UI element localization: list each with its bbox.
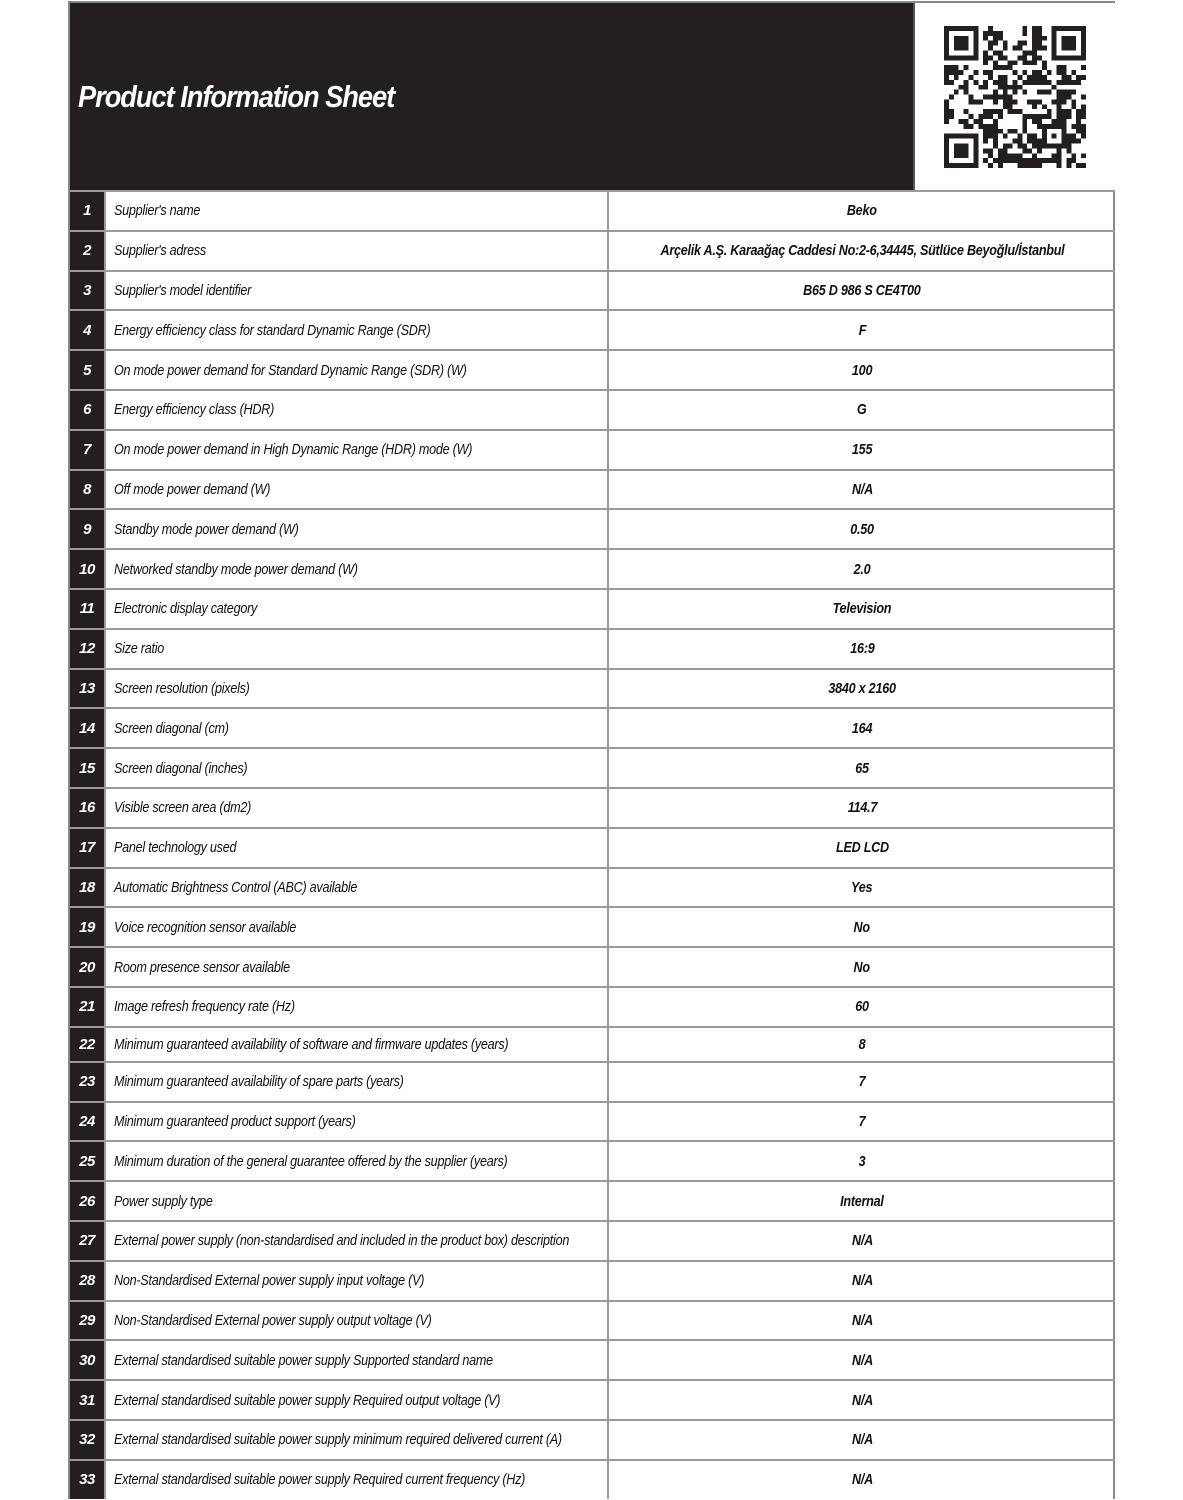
row-number: 33	[70, 1461, 104, 1499]
row-number: 10	[70, 550, 104, 588]
row-value-text: 155	[851, 441, 873, 459]
row-label-text: Size ratio	[114, 640, 165, 658]
row-value-text: N/A	[851, 1232, 873, 1250]
row-value	[609, 670, 1115, 708]
row-label	[104, 1028, 609, 1061]
table-row	[70, 548, 1115, 588]
row-value-text: 2.0	[853, 560, 871, 578]
row-label-text: External standardised suitable power supply Supported standard name	[114, 1351, 493, 1369]
table-row	[70, 1379, 1115, 1419]
spec-table	[70, 190, 1115, 1499]
row-number: 12	[70, 630, 104, 668]
row-label	[104, 351, 609, 389]
row-value-text: N/A	[851, 1471, 873, 1489]
row-value-text: G	[857, 401, 867, 419]
table-row	[70, 1260, 1115, 1300]
row-label	[104, 1182, 609, 1220]
row-value	[609, 988, 1115, 1026]
table-row	[70, 827, 1115, 867]
row-value-text: 7	[858, 1112, 866, 1130]
table-row	[70, 628, 1115, 668]
row-value-text: 65	[855, 759, 869, 777]
row-label-text: Minimum guaranteed availability of spare parts (years)	[114, 1073, 404, 1091]
row-label-text: Electronic display category	[114, 600, 258, 618]
row-label-text: External standardised suitable power supply minimum required delivered current (A)	[114, 1431, 562, 1449]
row-value	[609, 1341, 1115, 1379]
row-label	[104, 1381, 609, 1419]
table-row	[70, 588, 1115, 628]
row-label-text: Power supply type	[114, 1192, 213, 1210]
row-label-text: Supplier's adress	[114, 242, 206, 260]
row-value	[609, 829, 1115, 867]
table-row	[70, 1061, 1115, 1101]
row-number: 31	[70, 1381, 104, 1419]
table-row	[70, 190, 1115, 230]
row-number: 21	[70, 988, 104, 1026]
table-row	[70, 946, 1115, 986]
row-value-text: 3840 x 2160	[828, 679, 896, 697]
row-label-text: Minimum guaranteed product support (years)	[114, 1112, 356, 1130]
row-number: 7	[70, 431, 104, 469]
row-value	[609, 789, 1115, 827]
row-label	[104, 1262, 609, 1300]
row-label-text: External standardised suitable power supply Required current frequency (Hz)	[114, 1471, 526, 1489]
row-number: 27	[70, 1222, 104, 1260]
row-number: 3	[70, 272, 104, 310]
row-number: 11	[70, 590, 104, 628]
row-value	[609, 391, 1115, 429]
row-value-text: LED LCD	[835, 839, 889, 857]
row-number: 17	[70, 829, 104, 867]
row-label-text: Energy efficiency class (HDR)	[114, 401, 275, 419]
row-label	[104, 789, 609, 827]
row-value-text: Yes	[851, 878, 873, 896]
row-label	[104, 1341, 609, 1379]
row-value	[609, 311, 1115, 349]
row-value-text: No	[853, 918, 871, 936]
table-row	[70, 429, 1115, 469]
row-value	[609, 1182, 1115, 1220]
row-value	[609, 1028, 1115, 1061]
row-label-text: Supplier's name	[114, 202, 201, 220]
table-row	[70, 508, 1115, 548]
row-number: 4	[70, 311, 104, 349]
row-label-text: Off mode power demand (W)	[114, 480, 271, 498]
row-value	[609, 351, 1115, 389]
sheet-header	[70, 3, 913, 190]
row-value	[609, 431, 1115, 469]
row-value	[609, 1461, 1115, 1499]
row-value-text: 7	[858, 1073, 866, 1091]
row-value	[609, 1381, 1115, 1419]
row-label	[104, 829, 609, 867]
row-number: 22	[70, 1028, 104, 1061]
product-information-sheet	[68, 1, 1115, 1499]
row-number: 6	[70, 391, 104, 429]
row-number: 14	[70, 709, 104, 747]
row-value	[609, 1421, 1115, 1459]
row-label	[104, 1103, 609, 1141]
row-value-text: N/A	[851, 1311, 873, 1329]
row-label	[104, 749, 609, 787]
row-label	[104, 590, 609, 628]
table-row	[70, 787, 1115, 827]
row-label	[104, 471, 609, 509]
row-label-text: Voice recognition sensor available	[114, 918, 297, 936]
table-row	[70, 1026, 1115, 1061]
row-label-text: Room presence sensor available	[114, 958, 290, 976]
row-number: 23	[70, 1063, 104, 1101]
row-label-text: Panel technology used	[114, 839, 237, 857]
row-number: 24	[70, 1103, 104, 1141]
row-number: 32	[70, 1421, 104, 1459]
row-label	[104, 948, 609, 986]
row-value	[609, 630, 1115, 668]
table-row	[70, 906, 1115, 946]
row-label	[104, 550, 609, 588]
table-row	[70, 867, 1115, 907]
qr-code-icon	[944, 26, 1086, 168]
row-label	[104, 391, 609, 429]
row-label	[104, 272, 609, 310]
row-label-text: Minimum guaranteed availability of software and firmware updates (years)	[114, 1035, 509, 1053]
row-value-text: 60	[855, 998, 869, 1016]
row-label	[104, 670, 609, 708]
table-row	[70, 270, 1115, 310]
table-row	[70, 747, 1115, 787]
row-number: 9	[70, 510, 104, 548]
row-label	[104, 1461, 609, 1499]
row-label-text: On mode power demand in High Dynamic Range (HDR) mode (W)	[114, 441, 473, 459]
row-label	[104, 709, 609, 747]
table-row	[70, 349, 1115, 389]
row-number: 20	[70, 948, 104, 986]
row-label-text: Non-Standardised External power supply input voltage (V)	[114, 1272, 425, 1290]
row-label	[104, 630, 609, 668]
row-number: 5	[70, 351, 104, 389]
row-value	[609, 192, 1115, 230]
row-label-text: Minimum duration of the general guarantee offered by the supplier (years)	[114, 1152, 508, 1170]
row-value	[609, 272, 1115, 310]
row-value	[609, 471, 1115, 509]
row-number: 25	[70, 1142, 104, 1180]
row-value	[609, 1262, 1115, 1300]
row-value	[609, 1222, 1115, 1260]
row-label-text: Supplier's model identifier	[114, 281, 252, 299]
row-number: 13	[70, 670, 104, 708]
row-value-text: N/A	[851, 1272, 873, 1290]
row-value-text: Beko	[847, 202, 877, 220]
row-value-text: N/A	[851, 1391, 873, 1409]
table-row	[70, 230, 1115, 270]
row-value	[609, 232, 1115, 270]
table-row	[70, 1101, 1115, 1141]
row-label-text: Image refresh frequency rate (Hz)	[114, 998, 295, 1016]
row-number: 15	[70, 749, 104, 787]
row-value	[609, 550, 1115, 588]
row-number: 2	[70, 232, 104, 270]
row-number: 29	[70, 1302, 104, 1340]
row-label	[104, 192, 609, 230]
row-label-text: On mode power demand for Standard Dynamic Range (SDR) (W)	[114, 361, 467, 379]
table-row	[70, 389, 1115, 429]
row-value	[609, 1063, 1115, 1101]
row-label	[104, 1421, 609, 1459]
row-value	[609, 1302, 1115, 1340]
row-value	[609, 590, 1115, 628]
table-row	[70, 1419, 1115, 1459]
row-number: 26	[70, 1182, 104, 1220]
row-value-text: 0.50	[850, 520, 874, 538]
row-label	[104, 431, 609, 469]
row-value	[609, 749, 1115, 787]
table-row	[70, 1339, 1115, 1379]
row-value-text: Arçelik A.Ş. Karaağaç Caddesi No:2-6,34445, Sütlüce Beyoğlu/İstanbul	[660, 242, 1064, 260]
row-label	[104, 1063, 609, 1101]
row-value-text: 3	[858, 1152, 866, 1170]
row-label	[104, 1142, 609, 1180]
row-value	[609, 1142, 1115, 1180]
table-row	[70, 1140, 1115, 1180]
row-number: 18	[70, 869, 104, 907]
row-value	[609, 709, 1115, 747]
row-value-text: 8	[858, 1035, 866, 1053]
row-label-text: Visible screen area (dm2)	[114, 799, 252, 817]
row-value	[609, 869, 1115, 907]
row-label	[104, 869, 609, 907]
row-label-text: Non-Standardised External power supply output voltage (V)	[114, 1311, 432, 1329]
row-label-text: External power supply (non-standardised and included in the product box) description	[114, 1232, 570, 1250]
table-row	[70, 986, 1115, 1026]
table-row	[70, 1180, 1115, 1220]
table-row	[70, 1220, 1115, 1260]
row-number: 19	[70, 908, 104, 946]
qr-code-panel	[913, 3, 1115, 190]
row-value-text: N/A	[851, 1351, 873, 1369]
row-value-text: N/A	[851, 1431, 873, 1449]
row-number: 8	[70, 471, 104, 509]
row-value-text: Internal	[840, 1192, 884, 1210]
row-value-text: B65 D 986 S CE4T00	[803, 281, 921, 299]
row-label-text: Energy efficiency class for standard Dynamic Range (SDR)	[114, 321, 431, 339]
row-value-text: 100	[851, 361, 873, 379]
row-label	[104, 232, 609, 270]
row-value-text: Television	[832, 600, 892, 618]
page-title: Product Information Sheet	[78, 79, 395, 114]
row-value-text: 16:9	[849, 640, 875, 658]
table-row	[70, 309, 1115, 349]
row-label-text: External standardised suitable power supply Required output voltage (V)	[114, 1391, 501, 1409]
table-row	[70, 469, 1115, 509]
row-label	[104, 1302, 609, 1340]
row-label-text: Screen diagonal (inches)	[114, 759, 248, 777]
row-label-text: Screen diagonal (cm)	[114, 719, 229, 737]
row-value	[609, 1103, 1115, 1141]
table-row	[70, 1300, 1115, 1340]
row-label-text: Screen resolution (pixels)	[114, 679, 250, 697]
row-label-text: Standby mode power demand (W)	[114, 520, 299, 538]
table-row	[70, 707, 1115, 747]
row-number: 30	[70, 1341, 104, 1379]
row-label-text: Automatic Brightness Control (ABC) available	[114, 878, 358, 896]
row-value	[609, 948, 1115, 986]
table-row	[70, 1459, 1115, 1499]
row-number: 1	[70, 192, 104, 230]
row-label-text: Networked standby mode power demand (W)	[114, 560, 358, 578]
row-value-text: N/A	[851, 480, 873, 498]
row-label	[104, 988, 609, 1026]
row-value	[609, 908, 1115, 946]
row-value-text: 114.7	[847, 799, 877, 817]
row-label	[104, 510, 609, 548]
row-label	[104, 311, 609, 349]
row-number: 16	[70, 789, 104, 827]
row-value	[609, 510, 1115, 548]
row-value-text: 164	[851, 719, 873, 737]
row-value-text: No	[853, 958, 871, 976]
row-label	[104, 908, 609, 946]
row-value-text: F	[858, 321, 866, 339]
table-row	[70, 668, 1115, 708]
row-number: 28	[70, 1262, 104, 1300]
row-label	[104, 1222, 609, 1260]
